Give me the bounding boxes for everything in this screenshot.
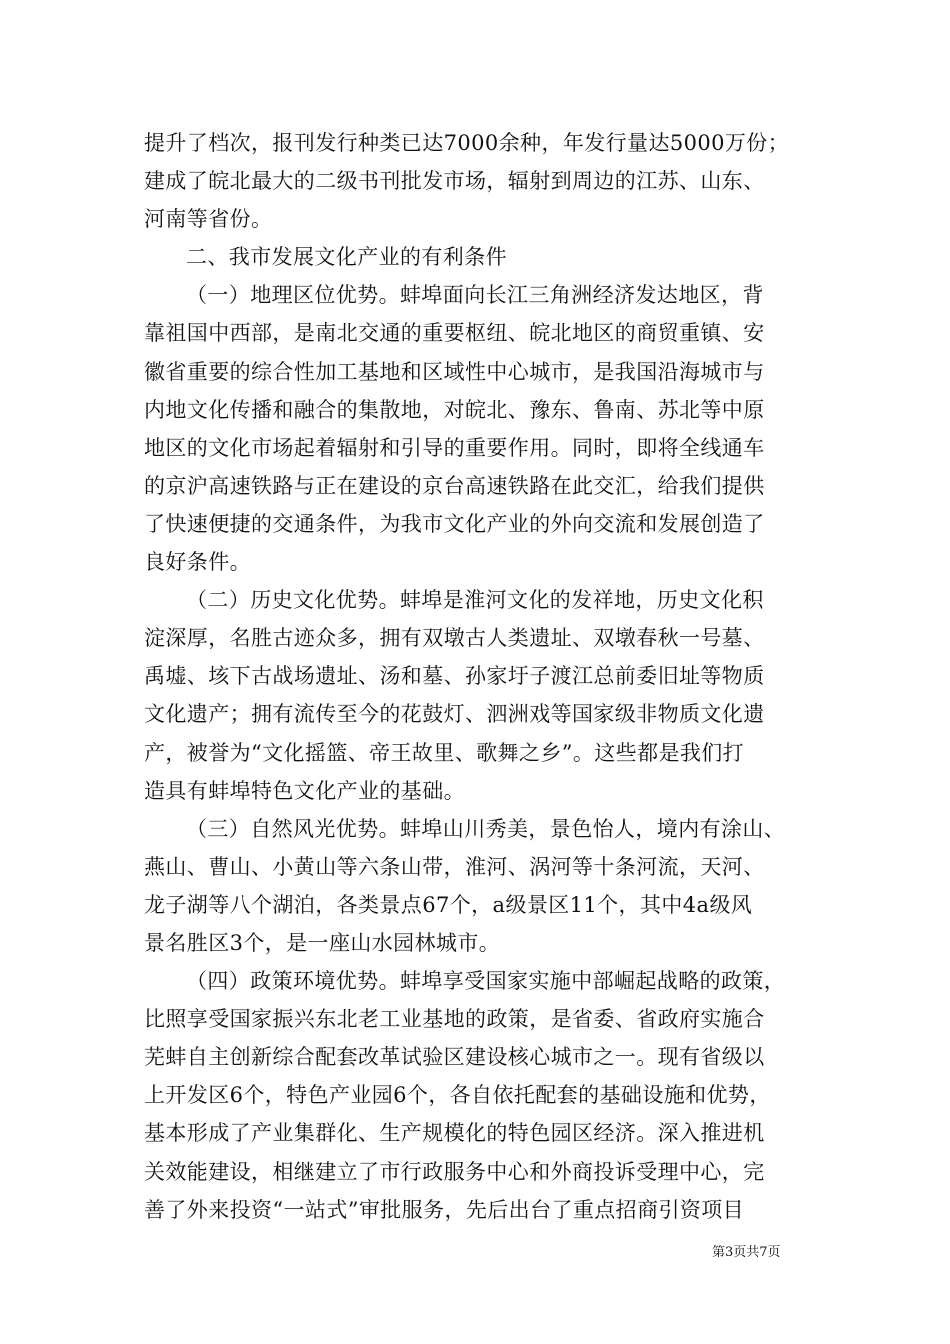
text-line: 上开发区6个，特色产业园6个，各自依托配套的基础设施和优势， bbox=[144, 1083, 771, 1108]
section-heading: 二、我市发展文化产业的有利条件 bbox=[186, 245, 507, 270]
page-number: 第3页共7页 bbox=[712, 1245, 781, 1260]
text-line: 比照享受国家振兴东北老工业基地的政策，是省委、省政府实施合 bbox=[144, 1007, 765, 1032]
text-line: 良好条件。 bbox=[144, 550, 251, 575]
text-line: 善了外来投资“一站式”审批服务，先后出台了重点招商引资项目 bbox=[144, 1197, 745, 1222]
text-line: 淀深厚，名胜古迹众多，拥有双墩古人类遗址、双墩春秋一号墓、 bbox=[144, 626, 765, 651]
text-line: 建成了皖北最大的二级书刊批发市场，辐射到周边的江苏、山东、 bbox=[144, 169, 765, 194]
paragraph-start: （一）地理区位优势。蚌埠面向长江三角洲经济发达地区，背 bbox=[186, 283, 764, 308]
text-line: 龙子湖等八个湖泊，各类景点67个，a级景区11个，其中4a级风 bbox=[144, 892, 753, 917]
text-line: 燕山、曹山、小黄山等六条山带，淮河、涡河等十条河流，天河、 bbox=[144, 854, 765, 879]
text-line: 了快速便捷的交通条件，为我市文化产业的外向交流和发展创造了 bbox=[144, 511, 765, 536]
text-line: 的京沪高速铁路与正在建设的京台高速铁路在此交汇，给我们提供 bbox=[144, 473, 765, 498]
text-line: 造具有蚌埠特色文化产业的基础。 bbox=[144, 778, 465, 803]
paragraph-start: （四）政策环境优势。蚌埠享受国家实施中部崛起战略的政策， bbox=[186, 969, 786, 994]
text-line: 禹墟、垓下古战场遗址、汤和墓、孙家圩子渡江总前委旧址等物质 bbox=[144, 664, 765, 689]
text-line: 文化遗产；拥有流传至今的花鼓灯、泗洲戏等国家级非物质文化遗 bbox=[144, 702, 765, 727]
text-line: 靠祖国中西部，是南北交通的重要枢纽、皖北地区的商贸重镇、安 bbox=[144, 321, 765, 346]
text-line: 产，被誉为“文化摇篮、帝王故里、歌舞之乡”。这些都是我们打 bbox=[144, 740, 745, 765]
text-line: 河南等省份。 bbox=[144, 207, 273, 232]
text-line: 提升了档次，报刊发行种类已达7000余种，年发行量达5000万份； bbox=[144, 131, 790, 155]
paragraph-start: （二）历史文化优势。蚌埠是淮河文化的发祥地，历史文化积 bbox=[186, 588, 764, 613]
text-line: 芜蚌自主创新综合配套改革试验区建设核心城市之一。现有省级以 bbox=[144, 1045, 765, 1070]
text-line: 基本形成了产业集群化、生产规模化的特色园区经济。深入推进机 bbox=[144, 1121, 765, 1146]
text-line: 关效能建设，相继建立了市行政服务中心和外商投诉受理中心，完 bbox=[144, 1159, 765, 1184]
text-line: 地区的文化市场起着辐射和引导的重要作用。同时，即将全线通车 bbox=[144, 435, 765, 460]
body-text bbox=[144, 124, 808, 1229]
text-line: 内地文化传播和融合的集散地，对皖北、豫东、鲁南、苏北等中原 bbox=[144, 397, 765, 422]
paragraph-start: （三）自然风光优势。蚌埠山川秀美，景色怡人，境内有涂山、 bbox=[186, 816, 786, 841]
text-line: 徽省重要的综合性加工基地和区域性中心城市，是我国沿海城市与 bbox=[144, 359, 765, 384]
text-line: 景名胜区3个，是一座山水园林城市。 bbox=[144, 930, 501, 955]
